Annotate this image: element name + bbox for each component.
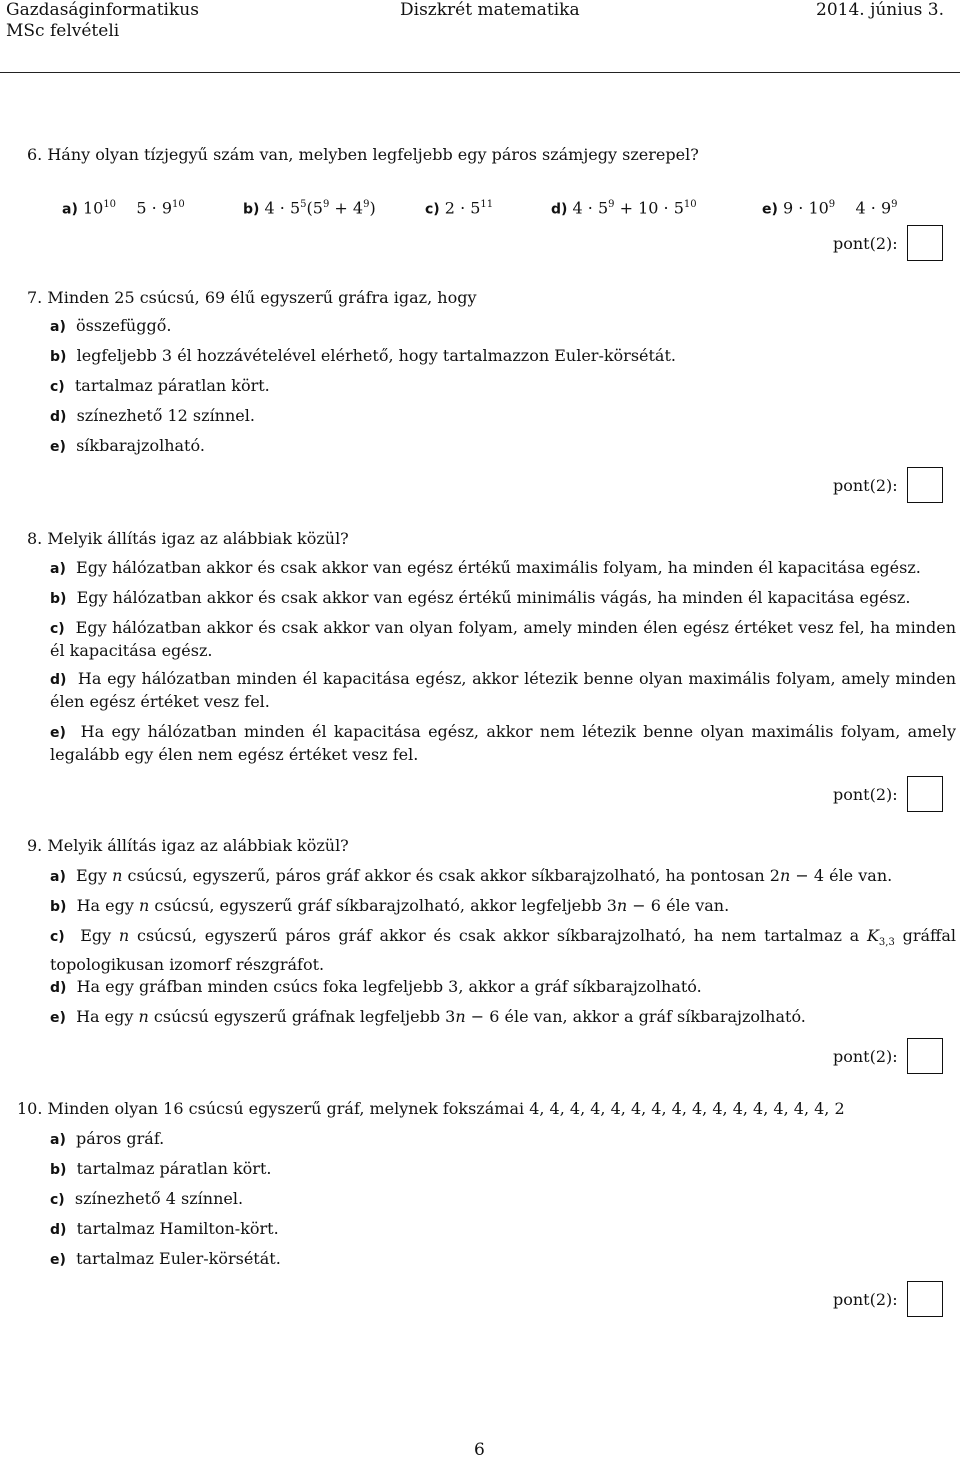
header-course: Gazdaságinformatikus (6, 0, 199, 20)
header-date: 2014. június 3. (816, 0, 944, 20)
q7-points-label: pont(2): (833, 476, 898, 495)
option-label: d) (551, 201, 568, 218)
q10-points-label: pont(2): (833, 1290, 898, 1309)
option-label: a) (62, 201, 78, 218)
q6-option-d: d) $4 \cdot 5^9 + 10 \cdot 5^{10}$ (551, 198, 697, 218)
question-7-text: 7. Minden 25 csúcsú, 69 élű egyszerű gráfra igaz, hogy (27, 288, 477, 307)
q8-answer-box[interactable] (907, 776, 943, 812)
q8-option-c: c) Egy hálózatban akkor és csak akkor van olyan folyam, amely minden élen egész értéket vesz fel, ha minden él kapacitása egész. (50, 618, 957, 660)
option-label: c) (425, 201, 440, 218)
q6-option-b: b) $4 \cdot 5^5(5^9 + 4^9)$ (243, 198, 376, 218)
q8-points-label: pont(2): (833, 785, 898, 804)
q9-answer-box[interactable] (907, 1038, 943, 1074)
q8-option-b: b) Egy hálózatban akkor és csak akkor van egész értékű minimális vágás, ha minden él kapacitása egész. (50, 588, 911, 607)
header-rule (0, 72, 960, 73)
question-9-text: 9. Melyik állítás igaz az alábbiak közül? (27, 836, 349, 855)
q10-answer-box[interactable] (907, 1281, 943, 1317)
page-number: 6 (474, 1440, 485, 1460)
q9-option-a: a) Egy n csúcsú, egyszerű, páros gráf akkor és csak akkor síkbarajzolható, ha pontosan 2n − 4 éle van. (50, 866, 893, 885)
q9-points-label: pont(2): (833, 1047, 898, 1066)
q10-option-c: c) színezhető 4 színnel. (50, 1189, 244, 1208)
q6-option-c: c) $2 \cdot 5^{11}$ (425, 198, 494, 218)
question-10-text: 10. Minden olyan 16 csúcsú egyszerű gráf, melynek fokszámai 4, 4, 4, 4, 4, 4, 4, 4, 4, 4, 4, 4, 4, 4, 4, 2 (17, 1099, 845, 1118)
q10-option-a: a) páros gráf. (50, 1129, 165, 1148)
question-6-text: 6. Hány olyan tízjegyű szám van, melyben legfeljebb egy páros számjegy szerepel? (27, 145, 699, 164)
question-8-text: 8. Melyik állítás igaz az alábbiak közül? (27, 529, 349, 548)
q6-points-label: pont(2): (833, 234, 898, 253)
option-label: e) (762, 201, 778, 218)
q7-option-d: d) színezhető 12 színnel. (50, 406, 255, 425)
header-exam: MSc felvételi (6, 21, 120, 41)
q6-option-e: e) $9 \cdot 10^9$ $4 \cdot 9^9$ (762, 198, 898, 218)
q7-answer-box[interactable] (907, 467, 943, 503)
q7-option-c: c) tartalmaz páratlan kört. (50, 376, 270, 395)
q7-option-a: a) összefüggő. (50, 316, 172, 335)
option-label: b) (243, 201, 260, 218)
q10-option-d: d) tartalmaz Hamilton-kört. (50, 1219, 279, 1238)
q8-option-a: a) Egy hálózatban akkor és csak akkor van egész értékű maximális folyam, ha minden él kapacitása egész. (50, 558, 921, 577)
q7-option-e: e) síkbarajzolható. (50, 436, 205, 455)
q10-option-e: e) tartalmaz Euler-körsétát. (50, 1249, 281, 1268)
header-subject: Diszkrét matematika (400, 0, 580, 20)
q9-option-c: c) Egy n csúcsú, egyszerű páros gráf akkor és csak akkor síkbarajzolható, ha nem tartalmaz a $K_{3,3}$ gráffal topologikusan izomorf részgráfot. (50, 926, 957, 975)
q8-option-e: e) Ha egy hálózatban minden él kapacitása egész, akkor nem létezik benne olyan maximális folyam, amely legalább egy élen nem egész értéket vesz fel. (50, 722, 957, 764)
q9-option-d: d) Ha egy gráfban minden csúcs foka legfeljebb 3, akkor a gráf síkbarajzolható. (50, 977, 702, 996)
q9-option-b: b) Ha egy n csúcsú, egyszerű gráf síkbarajzolható, akkor legfeljebb 3n − 6 éle van. (50, 896, 730, 915)
q7-option-b: b) legfeljebb 3 él hozzávételével elérhető, hogy tartalmazzon Euler-körsétát. (50, 346, 676, 365)
q10-option-b: b) tartalmaz páratlan kört. (50, 1159, 272, 1178)
q6-answer-box[interactable] (907, 225, 943, 261)
q8-option-d: d) Ha egy hálózatban minden él kapacitása egész, akkor létezik benne olyan maximális folyam, amely minden élen egész értéket vesz fel. (50, 669, 957, 711)
q9-option-e: e) Ha egy n csúcsú egyszerű gráfnak legfeljebb 3n − 6 éle van, akkor a gráf síkbarajzolható. (50, 1007, 806, 1026)
q6-option-a: a) $10^{10}$ $5 \cdot 9^{10}$ (62, 198, 185, 218)
